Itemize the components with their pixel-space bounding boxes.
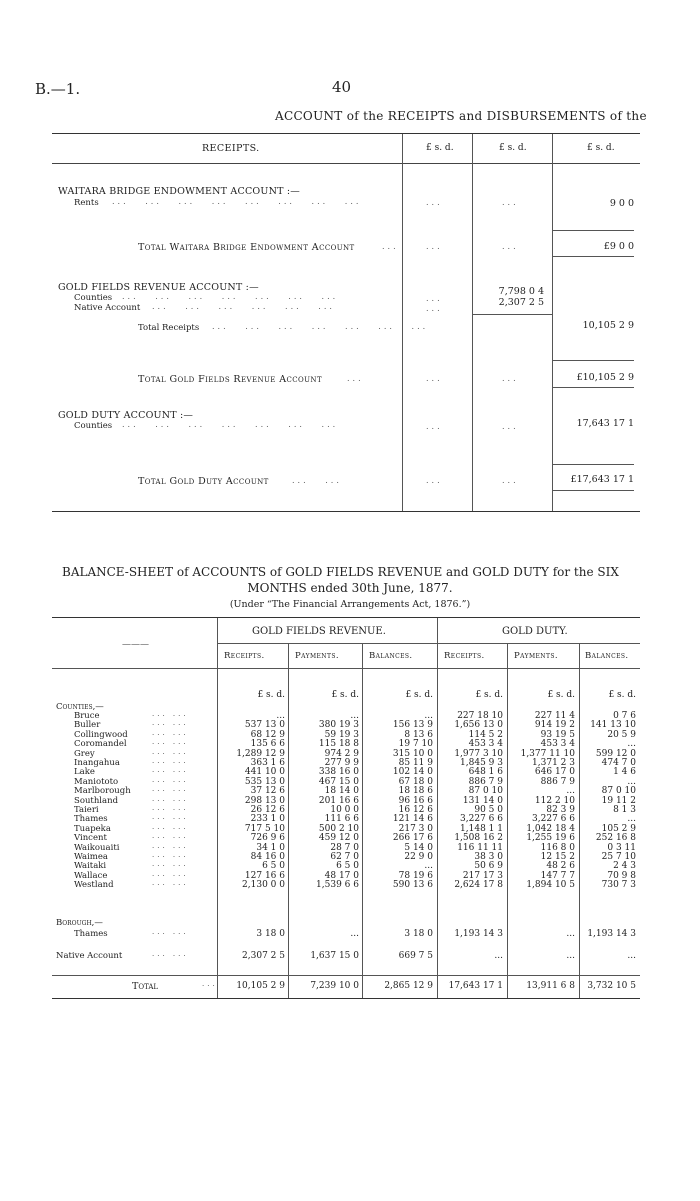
money-header: £ s. d. [608, 690, 636, 700]
table-cell: 7,239 10 0 [310, 981, 359, 991]
leader-dots: ... ... [152, 710, 189, 718]
table-cell: 3 18 0 [404, 929, 433, 939]
table-cell: ... [350, 929, 359, 939]
table-cell: 19 11 2 [601, 795, 636, 806]
borough-label: Borough,— [56, 918, 103, 928]
counties-label: Counties,— [56, 702, 104, 712]
county-row-label: Waimea [74, 852, 108, 862]
table-cell: 112 2 10 [534, 795, 575, 806]
borough-row-label: Thames [74, 929, 108, 939]
table-cell: 1,977 3 10 [454, 748, 503, 759]
table-cell: 886 7 9 [540, 776, 575, 787]
table-cell: ... [494, 951, 503, 961]
table-cell: ... [566, 786, 575, 797]
table-cell: 1,377 11 10 [520, 748, 575, 759]
table-cell: 500 2 10 [318, 823, 359, 834]
county-row-label: Taieri [74, 805, 99, 815]
gold-fields-revenue-header: GOLD FIELDS REVENUE. [252, 626, 386, 637]
table-cell: 474 7 0 [601, 758, 636, 768]
table-cell: 1,289 12 9 [236, 748, 285, 759]
money-header-3: £ s. d. [587, 143, 615, 153]
gd-total-label: Total Gold Duty Account [138, 476, 269, 487]
col-header-gd-balances: Balances. [585, 651, 629, 661]
native-account-label: Native Account [56, 951, 123, 961]
leader-dots: ... ... [152, 869, 189, 878]
table-cell: 38 3 0 [474, 852, 503, 862]
table-cell: 0 7 6 [613, 711, 636, 721]
table-cell: 1 4 6 [613, 767, 636, 778]
leader-dots: ... ... [152, 794, 189, 803]
col-header-gf-receipts: Receipts. [224, 651, 265, 661]
table-cell: 50 6 9 [474, 861, 503, 872]
county-row-label: Maniototo [74, 776, 119, 787]
table-cell: 34 1 0 [256, 842, 285, 853]
county-row-label: Wallace [74, 870, 108, 881]
leader-dots: ... ... [152, 766, 189, 775]
leader-dots: ... ... [152, 775, 189, 784]
leader-dots: ... ... [152, 860, 189, 869]
money-header: £ s. d. [405, 690, 433, 700]
waitara-title: WAITARA BRIDGE ENDOWMENT ACCOUNT :— [58, 186, 300, 197]
table-cell: ... [276, 711, 285, 721]
table-cell: 19 7 10 [398, 739, 433, 750]
table-cell: 227 11 4 [534, 711, 575, 721]
gf-native-label: Native Account [74, 303, 141, 313]
county-row-label: Marlborough [74, 786, 131, 797]
table-cell: 25 7 10 [601, 852, 636, 862]
page-number: 40 [332, 78, 352, 96]
table-cell: 233 1 0 [250, 814, 285, 825]
waitara-total-value: £9 0 0 [603, 241, 634, 252]
table-cell: 974 2 9 [324, 748, 359, 759]
money-header: £ s. d. [547, 690, 575, 700]
receipts-table: RECEIPTS. £ s. d. £ s. d. £ s. d. WAITARA BRIDGE ENDOWMENT ACCOUNT :— Rents ... ... ... ... ... ... ... ... 9 0 0 ... ... Total Waitara Bridge Endowment Account ... ... ... £9 0 0 GOLD FIELDS REVENUE ACCOUNT :— Counties ... ... ... ... ... ... ... 7,798 0 4 Native Account ... ... ... ... ... ... 2,307 2 5 ... ... Total Receipts ... ... ... ... ... ... ... 10,105 2 9 Total Gold Fields Revenue Account ... ... ... £10,105 2 9 GOLD DUTY ACCOUNT :— Counties ... ... ... ... ... ... ... ... ... 17,643 17 1 Total Gold Duty Account ... ... ... ... £17,643 17 1 [52, 133, 640, 512]
table-cell: 2,130 0 0 [242, 880, 285, 891]
gf-total-label: Total Gold Fields Revenue Account [138, 374, 323, 385]
table-cell: 6 5 0 [262, 861, 285, 872]
table-cell: 20 5 9 [607, 729, 636, 740]
balance-sheet-title-line2: MONTHS ended 30th June, 1877. [247, 581, 453, 595]
county-row-label: Vincent [74, 833, 107, 844]
table-cell: 453 3 4 [540, 739, 575, 750]
table-cell: 3,227 6 6 [532, 814, 575, 825]
account-title: ACCOUNT of the RECEIPTS and DISBURSEMENTS of the [275, 109, 647, 123]
table-cell: 156 13 9 [392, 720, 433, 731]
money-header: £ s. d. [331, 690, 359, 700]
gf-counties-label: Counties [74, 293, 113, 303]
table-cell: 717 5 10 [244, 823, 285, 834]
table-cell: 1,148 1 1 [460, 823, 503, 834]
money-header-1: £ s. d. [426, 143, 454, 153]
table-cell: 59 19 3 [324, 729, 359, 740]
table-cell: 116 11 11 [457, 842, 503, 853]
waitara-total-label: Total Waitara Bridge Endowment Account [138, 242, 355, 253]
leader-dots: ... ... [152, 851, 189, 859]
gold-duty-title: GOLD DUTY ACCOUNT :— [58, 410, 194, 421]
leader-dots: ... ... [152, 738, 189, 747]
table-cell: 441 10 0 [244, 767, 285, 778]
table-cell: 2 4 3 [613, 861, 636, 872]
table-cell: 1,371 2 3 [532, 758, 575, 768]
table-cell: ... [627, 776, 636, 787]
table-cell: 590 13 6 [392, 880, 433, 891]
gf-total-receipts-label: Total Receipts [138, 323, 200, 333]
table-cell: 380 19 3 [318, 720, 359, 731]
table-cell: 646 17 0 [534, 767, 575, 778]
table-cell: 70 9 8 [607, 870, 636, 881]
leader-dots: ... ... [152, 879, 189, 888]
table-cell: 1,255 19 6 [526, 833, 575, 844]
county-row-label: Grey [74, 748, 95, 759]
col-header-gd-receipts: Receipts. [444, 651, 485, 661]
county-row-label: Buller [74, 720, 101, 731]
table-cell: 467 15 0 [318, 776, 359, 787]
table-cell: 227 18 10 [457, 711, 503, 721]
table-cell: 16 12 6 [398, 805, 433, 815]
table-cell: 18 14 0 [324, 786, 359, 797]
leader-dots: ... ... [152, 757, 189, 765]
table-cell: 886 7 9 [468, 776, 503, 787]
table-cell: 1,539 6 6 [316, 880, 359, 891]
table-cell: 85 11 9 [398, 758, 433, 768]
waitara-rents-label: Rents [74, 198, 99, 208]
county-row-label: Thames [74, 814, 108, 825]
balance-sheet-table [52, 617, 640, 999]
table-cell: ... [627, 814, 636, 825]
table-cell: 6 5 0 [336, 861, 359, 872]
table-cell: 12 15 2 [540, 852, 575, 862]
table-cell: 3,227 6 6 [460, 814, 503, 825]
table-cell: 8 1 3 [613, 805, 636, 815]
table-cell: 5 14 0 [404, 842, 433, 853]
table-cell: 1,042 18 4 [526, 823, 575, 834]
leader-dots: ... ... [152, 822, 189, 831]
gd-counties-value: 17,643 17 1 [576, 418, 634, 429]
money-header: £ s. d. [475, 690, 503, 700]
table-cell: 217 17 3 [462, 870, 503, 881]
table-cell: 87 0 10 [468, 786, 503, 797]
table-cell: 48 17 0 [324, 870, 359, 881]
table-cell: 10,105 2 9 [236, 981, 285, 991]
table-cell: 1,193 14 3 [454, 929, 503, 939]
col-header-gd-payments: Payments. [514, 651, 558, 661]
gf-total-receipts-value: 10,105 2 9 [582, 320, 634, 331]
table-cell: 10 0 0 [330, 805, 359, 815]
table-cell: 537 13 0 [244, 720, 285, 731]
table-cell: ... [424, 711, 433, 721]
table-cell: 48 2 6 [546, 861, 575, 872]
table-cell: 669 7 5 [398, 951, 433, 961]
table-cell: 82 3 9 [546, 805, 575, 815]
table-cell: ... [566, 951, 575, 961]
money-header-2: £ s. d. [499, 143, 527, 153]
gd-counties-label: Counties [74, 421, 113, 431]
table-cell: 315 10 0 [392, 748, 433, 759]
table-cell: 87 0 10 [601, 786, 636, 797]
table-cell: 2,307 2 5 [242, 951, 285, 961]
table-cell: 131 14 0 [462, 795, 503, 806]
table-cell: 648 1 6 [468, 767, 503, 778]
table-cell: 535 13 0 [244, 776, 285, 787]
county-row-label: Tuapeka [74, 823, 111, 834]
table-cell: 13,911 6 8 [526, 981, 575, 991]
county-row-label: Waitaki [74, 861, 107, 872]
page-reference: B.—1. [35, 80, 81, 98]
table-cell: 1,637 15 0 [310, 951, 359, 961]
leader-dots: ... ... [152, 832, 189, 841]
table-cell: 459 12 0 [318, 833, 359, 844]
table-cell: 298 13 0 [244, 795, 285, 806]
county-row-label: Westland [74, 880, 114, 891]
table-cell: 22 9 0 [404, 852, 433, 862]
table-cell: 599 12 0 [595, 748, 636, 759]
table-cell: 116 8 0 [540, 842, 575, 853]
table-cell: 105 2 9 [601, 823, 636, 834]
table-cell: 217 3 0 [398, 823, 433, 834]
county-row-label: Lake [74, 767, 95, 778]
table-cell: 338 16 0 [318, 767, 359, 778]
county-row-label: Waikouaiti [74, 842, 120, 853]
table-cell: 1,193 14 3 [587, 929, 636, 939]
table-cell: 78 19 6 [398, 870, 433, 881]
table-cell: 96 16 6 [398, 795, 433, 806]
table-cell: 37 12 6 [250, 786, 285, 797]
table-cell: 201 16 6 [318, 795, 359, 806]
table-cell: 68 12 9 [250, 729, 285, 740]
county-row-label: Inangahua [74, 758, 120, 768]
col-header-gf-balances: Balances. [369, 651, 413, 661]
leader-dots: ... ... [152, 747, 189, 756]
leader-dots: ... ... [152, 950, 189, 958]
table-cell: 102 14 0 [392, 767, 433, 778]
leader-dots: ... ... [152, 928, 189, 936]
table-cell: 62 7 0 [330, 852, 359, 862]
table-cell: 141 13 10 [590, 720, 636, 731]
leader-dots: ... [202, 980, 218, 988]
table-cell: ... [350, 711, 359, 721]
table-cell: 363 1 6 [250, 758, 285, 768]
money-header: £ s. d. [257, 690, 285, 700]
table-cell: 121 14 6 [392, 814, 433, 825]
leader-dots: ... ... [152, 719, 189, 728]
leader-dots: ... ... [152, 813, 189, 822]
table-cell: 8 13 6 [404, 729, 433, 740]
leader-dots: ... ... [152, 728, 189, 737]
table-cell: 2,624 17 8 [454, 880, 503, 891]
table-cell: 266 17 6 [392, 833, 433, 844]
table-cell: 26 12 6 [250, 805, 285, 815]
table-cell: ... [627, 951, 636, 961]
leader-dots: ... ... [152, 804, 189, 812]
total-row-label: Total [132, 981, 159, 992]
table-cell: 67 18 0 [398, 776, 433, 787]
table-cell: 127 16 6 [244, 870, 285, 881]
leader-dots: ... ... [152, 841, 189, 850]
table-cell: ... [566, 929, 575, 939]
county-row-label: Collingwood [74, 729, 128, 740]
table-cell: 84 16 0 [250, 852, 285, 862]
table-cell: 1,656 13 0 [454, 720, 503, 731]
balance-sheet-subtitle: (Under “The Financial Arrangements Act, 1876.”) [229, 599, 471, 610]
leader-dots: ... ... [152, 785, 189, 794]
table-cell: 453 3 4 [468, 739, 503, 750]
stub-header: ——— [122, 640, 149, 650]
table-cell: 3,732 10 5 [587, 981, 636, 991]
table-cell: 914 19 2 [534, 720, 575, 731]
table-cell: 1,845 9 3 [460, 758, 503, 768]
balance-sheet-title: BALANCE-SHEET of ACCOUNTS of GOLD FIELDS REVENUE and GOLD DUTY for the SIX [62, 565, 619, 579]
table-cell: 147 7 7 [540, 870, 575, 881]
table-cell: 730 7 3 [601, 880, 636, 891]
table-cell: 0 3 11 [607, 842, 636, 853]
gd-total-value: £17,643 17 1 [570, 474, 634, 485]
table-cell: 17,643 17 1 [448, 981, 503, 991]
county-row-label: Bruce [74, 711, 100, 721]
gf-native-value: 2,307 2 5 [498, 297, 544, 308]
table-cell: 3 18 0 [256, 929, 285, 939]
table-cell: 277 9 9 [324, 758, 359, 768]
gf-total-value: £10,105 2 9 [576, 372, 634, 383]
gold-fields-title: GOLD FIELDS REVENUE ACCOUNT :— [58, 282, 259, 293]
table-cell: 93 19 5 [540, 729, 575, 740]
table-cell: 28 7 0 [330, 842, 359, 853]
col-header-gf-payments: Payments. [295, 651, 339, 661]
table-cell: ... [424, 861, 433, 872]
receipts-header: RECEIPTS. [202, 143, 260, 154]
county-row-label: Coromandel [74, 739, 127, 750]
table-cell: 2,865 12 9 [384, 981, 433, 991]
table-cell: 1,894 10 5 [526, 880, 575, 891]
table-cell: 1,508 16 2 [454, 833, 503, 844]
table-cell: ... [627, 739, 636, 750]
table-cell: 252 16 8 [595, 833, 636, 844]
table-cell: 111 6 6 [324, 814, 359, 825]
waitara-rents-value: 9 0 0 [609, 198, 634, 209]
gf-counties-value: 7,798 0 4 [498, 286, 544, 297]
county-row-label: Southland [74, 795, 119, 806]
table-cell: 90 5 0 [474, 805, 503, 815]
table-cell: 726 9 6 [250, 833, 285, 844]
table-cell: 114 5 2 [468, 729, 503, 740]
table-cell: 115 18 8 [318, 739, 359, 750]
table-cell: 135 6 6 [250, 739, 285, 750]
gold-duty-header: GOLD DUTY. [502, 626, 568, 637]
table-cell: 18 18 6 [398, 786, 433, 797]
